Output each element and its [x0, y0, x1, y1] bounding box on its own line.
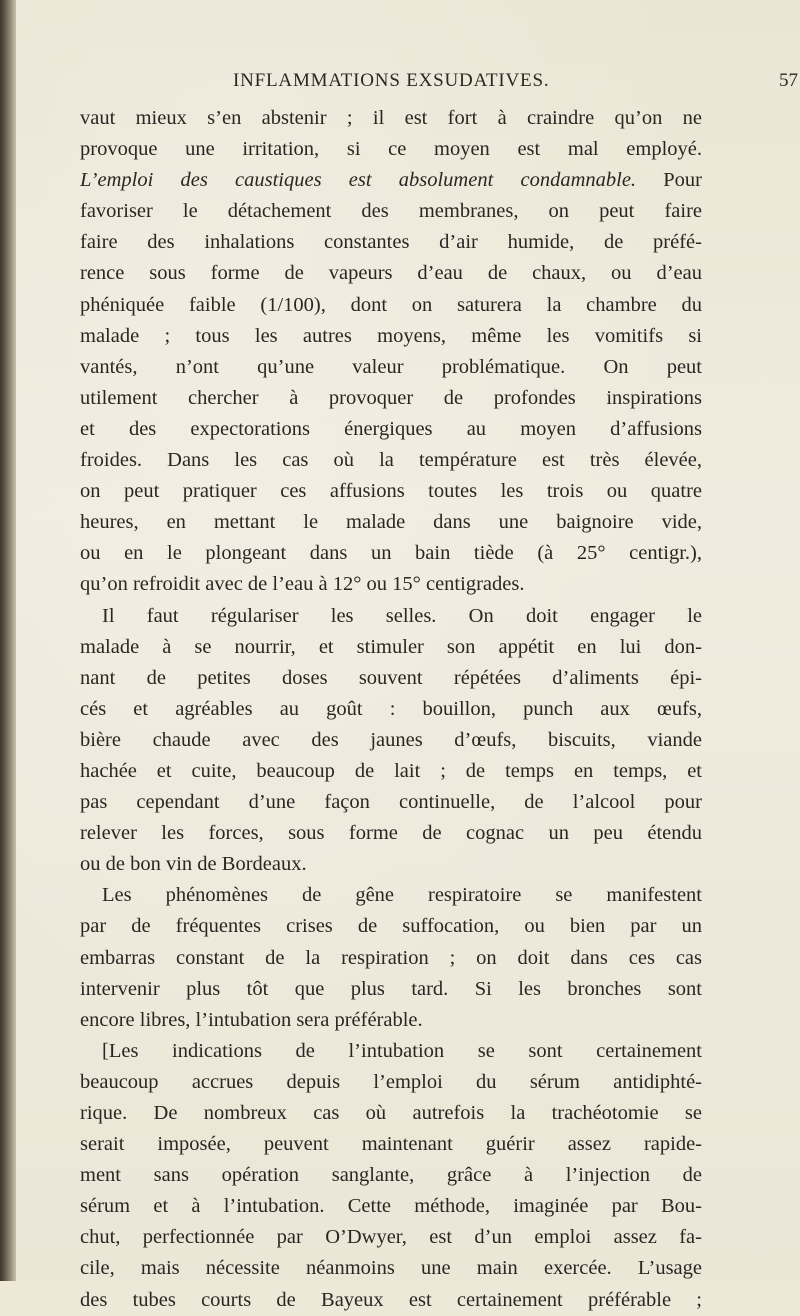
line-text: par de fréquentes crises de suffocation, ou bien par un — [80, 915, 702, 938]
body-text — [80, 103, 702, 1316]
text-line — [80, 383, 702, 414]
text-line — [80, 694, 702, 725]
text-line — [80, 663, 702, 694]
text-line — [80, 414, 702, 445]
line-text: chut, perfectionnée par O’Dwyer, est d’un emploi assez fa- — [80, 1226, 702, 1249]
line-text: Il faut régulariser les selles. On doit engager le — [102, 604, 702, 627]
text-line — [80, 476, 702, 507]
line-text: vantés, n’ont qu’une valeur problématique. On peut — [80, 355, 702, 378]
text-line — [80, 818, 702, 849]
line-text: vaut mieux s’en abstenir ; il est fort à craindre qu’on ne — [80, 107, 702, 129]
line-text: pas cependant d’une façon continuelle, de l’alcool pour — [80, 791, 702, 814]
text-line — [80, 569, 702, 600]
text-line — [80, 1067, 702, 1098]
text-line — [80, 507, 702, 538]
line-text: rence sous forme de vapeurs d’eau de chaux, ou d’eau — [80, 262, 702, 285]
text-line — [80, 103, 702, 134]
text-line — [80, 445, 702, 476]
text-line — [80, 1129, 702, 1160]
line-text: relever les forces, sous forme de cognac un peu étendu — [80, 822, 702, 845]
line-text: embarras constant de la respiration ; on doit dans ces cas — [80, 946, 702, 969]
text-line — [80, 1285, 702, 1316]
line-text: [Les indications de l’intubation se sont certainement — [102, 1039, 702, 1062]
line-text: utilement chercher à provoquer de profondes inspirations — [80, 386, 702, 409]
line-text: froides. Dans les cas où la température est très élevée, — [80, 449, 702, 472]
text-line — [80, 911, 702, 942]
text-line — [80, 321, 702, 352]
line-text: serait imposée, peuvent maintenant guérir assez rapide- — [80, 1133, 702, 1156]
text-line — [80, 787, 702, 818]
text-line — [80, 196, 702, 227]
text-line — [80, 1036, 702, 1067]
line-text: nant de petites doses souvent répétées d’aliments épi- — [80, 666, 702, 689]
text-line — [80, 258, 702, 289]
book-binding-edge — [0, 0, 16, 1281]
line-text: hachée et cuite, beaucoup de lait ; de temps en temps, et — [80, 759, 702, 782]
page-number: 57 — [779, 70, 798, 91]
text-line — [80, 1098, 702, 1129]
text-line — [80, 943, 702, 974]
line-text: rique. De nombreux cas où autrefois la trachéotomie se — [80, 1102, 702, 1124]
text-line — [80, 849, 702, 880]
text-line — [80, 1160, 702, 1191]
text-line — [80, 632, 702, 663]
line-text: malade ; tous les autres moyens, même les vomitifs si — [80, 324, 702, 347]
line-text: bière chaude avec des jaunes d’œufs, biscuits, viande — [80, 728, 702, 751]
line-text: des tubes courts de Bayeux est certainement préférable ; — [80, 1288, 702, 1311]
page-header — [233, 70, 798, 96]
line-text: encore libres, l’intubation sera préférable. — [80, 1008, 423, 1031]
line-text: phéniquée faible (1/100), dont on saturera la chambre du — [80, 293, 702, 316]
text-line — [80, 227, 702, 258]
text-line — [80, 165, 702, 196]
text-line — [80, 134, 702, 165]
line-text: malade à se nourrir, et stimuler son appétit en lui don- — [80, 635, 702, 658]
text-line — [80, 1253, 702, 1284]
text-line — [80, 290, 702, 321]
text-line — [80, 1222, 702, 1253]
line-text: ou en le plongeant dans un bain tiède (à 25° centigr.), — [80, 542, 702, 565]
line-text: heures, en mettant le malade dans une baignoire vide, — [80, 511, 702, 534]
line-text: beaucoup accrues depuis l’emploi du sérum antidiphté- — [80, 1070, 702, 1093]
text-line — [80, 725, 702, 756]
line-text: Les phénomènes de gêne respiratoire se manifestent — [102, 884, 702, 907]
text-line — [80, 601, 702, 632]
line-text: cile, mais nécessite néanmoins une main exercée. L’usage — [80, 1257, 702, 1280]
line-text: intervenir plus tôt que plus tard. Si les bronches sont — [80, 977, 702, 1000]
line-text: et des expectorations énergiques au moyen d’affusions — [80, 417, 702, 440]
text-line — [80, 756, 702, 787]
italic-text: L’emploi des caustiques est absolument condamnable. — [80, 169, 637, 192]
line-text: ou de bon vin de Bordeaux. — [80, 853, 307, 876]
text-line — [80, 1191, 702, 1222]
line-text: cés et agréables au goût : bouillon, punch aux œufs, — [80, 697, 702, 720]
line-text: provoque une irritation, si ce moyen est mal employé. — [80, 138, 702, 161]
line-text: faire des inhalations constantes d’air humide, de préfé- — [80, 231, 702, 254]
text-line — [80, 974, 702, 1005]
running-head: INFLAMMATIONS EXSUDATIVES. — [233, 70, 550, 91]
line-text: favoriser le détachement des membranes, on peut faire — [80, 200, 702, 223]
text-line — [80, 538, 702, 569]
text-line — [80, 352, 702, 383]
line-text: on peut pratiquer ces affusions toutes les trois ou quatre — [80, 480, 702, 503]
line-text: qu’on refroidit avec de l’eau à 12° ou 15° centigrades. — [80, 573, 525, 596]
text-line — [80, 880, 702, 911]
text-line — [80, 1005, 702, 1036]
line-text: sérum et à l’intubation. Cette méthode, imaginée par Bou- — [80, 1195, 702, 1218]
line-text: ment sans opération sanglante, grâce à l’injection de — [80, 1164, 702, 1187]
line-text: Pour — [636, 169, 702, 192]
